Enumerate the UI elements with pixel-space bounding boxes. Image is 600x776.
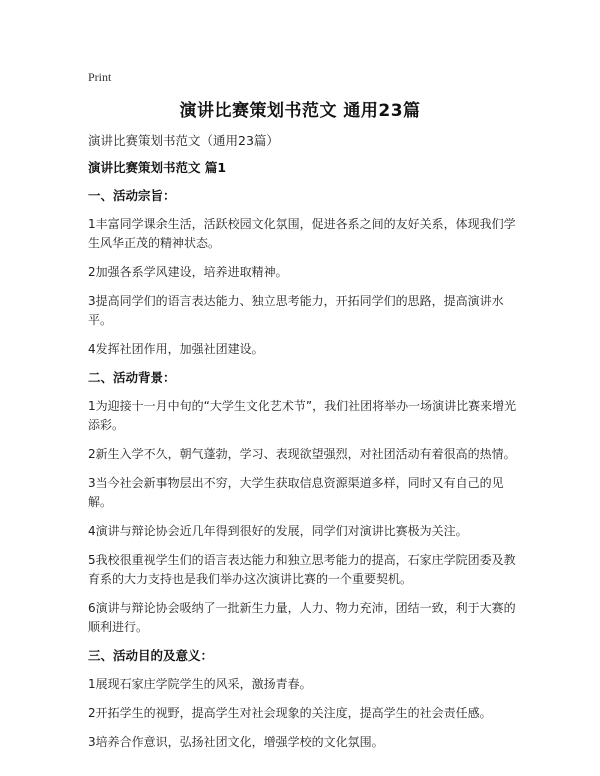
paragraph: 3培养合作意识，弘扬社团文化，增强学校的文化氛围。 — [88, 735, 384, 749]
document-title: 演讲比赛策划书范文 通用23篇 — [179, 101, 421, 121]
paragraph: 1丰富同学课余生活，活跃校园文化氛围，促进各系之间的友好关系，体现我们学生风华正茂的精神状态。 — [88, 217, 516, 250]
section-heading: 二、活动背景： — [88, 370, 176, 385]
paragraph: 5我校很重视学生们的语言表达能力和独立思考能力的提高，石家庄学院团委及教育系的大力支持也是我们举办这次演讲比赛的一个重要契机。 — [88, 553, 516, 586]
paragraph: 4演讲与辩论协会近几年得到很好的发展，同学们对演讲比赛极为关注。 — [88, 524, 468, 538]
paragraph: 3当今社会新事物层出不穷，大学生获取信息资源渠道多样，同时又有自己的见解。 — [88, 476, 504, 509]
paragraph: 1为迎接十一月中旬的“大学生文化艺术节”，我们社团将举办一场演讲比赛来增光添彩。 — [88, 399, 517, 432]
section-heading: 一、活动宗旨： — [88, 188, 176, 203]
section-heading: 三、活动目的及意义： — [88, 648, 214, 663]
paragraph: 6演讲与辩论协会吸纳了一批新生力量，人力、物力充沛，团结一致，利于大赛的顺利进行。 — [88, 601, 516, 634]
paragraph: 4发挥社团作用，加强社团建设。 — [88, 342, 264, 356]
article-title: 演讲比赛策划书范文 篇1 — [88, 160, 227, 175]
paragraph: 1展现石家庄学院学生的风采，激扬青春。 — [88, 677, 312, 691]
paragraph: 2新生入学不久，朝气蓬勃，学习、表现欲望强烈，对社团活动有着很高的热情。 — [88, 447, 516, 461]
document-subtitle: 演讲比赛策划书范文（通用23篇） — [88, 133, 279, 148]
paragraph: 2加强各系学风建设，培养进取精神。 — [88, 265, 288, 279]
document-body — [88, 132, 518, 762]
print-link[interactable]: Print — [88, 70, 112, 84]
paragraph: 2开拓学生的视野，提高学生对社会现象的关注度，提高学生的社会责任感。 — [88, 706, 492, 720]
paragraph: 3提高同学们的语言表达能力、独立思考能力，开拓同学们的思路，提高演讲水平。 — [88, 294, 504, 327]
